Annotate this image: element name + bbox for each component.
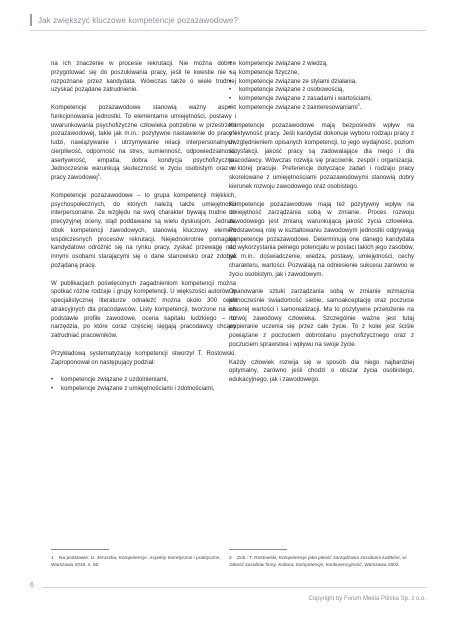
paragraph: Kompetencje pozazawodowe – to grupa kompetencji miękkich, psychospołecznych, do których należą także umiejętności interpersonalne. Ze względu na swój charakter bywają trudne do precyzyjnej oceny, stąd poddawane są wielu dyskusjom. Jednak, obok kompetencji zawodowych, stanowią kluczowy element współczesnych procesów rekrutacji. Niejednokrotnie pomagają kandydatowi odróżnić się na rynku pracy, zyskać przewagę nad innymi osobami starającymi się o dane stanowisko oraz zdobyć pożądaną pracę. [51,191,236,269]
footnote-book-title: Jakość zasobów firmy. Kultura, kompetencje, konkurencyjność [229,563,362,568]
list-item-tail: . [359,103,362,111]
left-text-column [51,60,236,403]
paragraph: W publikacjach poświęconych zagadnieniom kompetencji można spotkać różne rodzaje i grupy kompetencji. U większości autorów w specjalistycznej literaturze odnaleźć można około 300 cech atrakcyjnych dla pracodawców. Listy kompetencji, tworzone na ich podstawie profile zawodowe, ocena kapitału ludzkiego – to narzędzia, po które coraz częściej sięgają pracodawcy chcący zatrudniać pracowników. [51,279,236,339]
footnote-ref: 2 [357,101,360,107]
paragraph: Kompetencje pozazawodowe mają bezpośredni wpływ na efektywność pracy. Jeśli kandydat dokonuje wyboru rodzaju pracy z uwzględnieniem opisanych kompetencji, to jego wydajność, poziom satysfakcji, jakość pracy są zadowalające dla niego i dla pracodawcy. Wówczas rozwija się pracownik, zespół i organizacja, w której pracuje. Preferencje dotyczące zadań i rodzaju pracy skorelowane z umiejętnościami pozazawodowymi stanowią dobry kierunek rozwoju zawodowego oraz osobistego. [229,121,414,190]
footnote-text: Na podstawie: U. Jeruszka, [59,556,119,561]
paragraph: Opanowanie sztuki zarządzania sobą w zmianie wzmacnia jednocześnie świadomość siebie, samoakceptację oraz poczucie własnej wartości i samorealizacji. Ma to pozytywne przełożenie na rozwój zawodowy człowieka. Szczególnie ważne jest tutaj wspieranie uczenia się przez całe życie. To z kolei jest ściśle powiązane z poczuciem dobrostanu psychofizycznego oraz z poczuciem sprawstwa i wpływu na swoje życie. [229,288,414,348]
list-item: • kompetencje związane ze stylami działania, [229,78,414,87]
footnote-1 [51,555,234,569]
list-item: • kompetencje fizyczne, [229,69,414,78]
footnote-text: , w: [399,556,408,561]
footnote-divider [51,549,109,550]
footnote-ref: 1 [97,171,100,177]
list-item: • kompetencje związane z wiedzą, [229,60,414,69]
copyright-notice: Copyright by Forum Media Polska Sp. z o.o. [308,596,426,602]
paragraph: Kompetencje pozazawodowe mają też pozytywny wpływ na umiejętność zarządzania sobą w zmianie. Proces rozwoju zawodowego jest zmianą warunkującą jakość życia człowieka. Podstawową rolę w kształtowaniu zawodowym jednostki odgrywają kompetencje pozazawodowe. Determinują one danego kandydata do wykorzystania pełnego potencjału w postaci takich jego zasobów, jak m.in.: doświadczenie, wiedza, postawy, umiejętności, cechy charakteru, wartości. Pozwalają na odniesienie sukcesu zarówno w życiu osobistym, jak i zawodowym. [229,200,414,278]
paragraph: Każdy człowiek rozwija się w sposób dla niego najbardziej optymalny, zarówno jeśli chodzi o obszar życia osobistego, edukacyjnego, jak i zawodowego. [229,358,414,383]
footnote-text: Zob.: T. Rostowski, [237,556,279,561]
list-item-text: kompetencje związane z zainteresowaniami [239,103,358,111]
list-item: • kompetencje związane z uzdolnieniami, [51,376,236,385]
page-header [30,14,426,26]
page-number: 6 [30,582,34,589]
list-item: • kompetencje związane z osobowością, [229,86,414,95]
header-divider [30,30,426,31]
paragraph: na ich znaczenie w procesie rekrutacji. Nie można dobrze przygotować się do poszukiwania pracy, jeśli te kwestie nie są rozpoznane przez kandydata. Wówczas także o wiele trudniej uzyskać pożądane zatrudnienie. [51,60,236,94]
footer-divider [42,587,426,588]
running-header-title: Jak zwiększyć kluczowe kompetencje pozazawodowe? [38,15,239,25]
competence-list-part-2 [229,60,414,113]
footnote-number: 2 [229,556,232,561]
paragraph-tail: . [99,174,102,181]
footnote-text: , Warszawa 2016, s. 50. [51,556,221,568]
paragraph: Przykładową systematyzację kompetencji stworzył T. Rostowski. Zaproponował on następujący podział: [51,349,236,366]
footnote-text: , Warszawa 2002. [361,563,400,568]
footnote-2 [229,555,412,569]
list-item-with-footnote [229,101,414,113]
right-text-column [229,60,414,394]
competence-list-part-1 [51,376,236,394]
footnote-article-title: Kompetencje jako jakość zarządzania zasobami ludzkimi [278,556,400,561]
header-accent-bar [30,14,32,26]
footnote-divider [229,549,287,550]
paragraph-with-footnote [51,104,236,183]
list-item: • kompetencje związane z umiejętnościami i zdolnościami, [51,385,236,394]
list-item: • kompetencje związane z zasadami i wartościami, [229,95,414,104]
footnote-number: 1 [51,556,54,561]
paragraph-text: Kompetencje pozazawodowe stanowią ważny aspekt funkcjonowania jednostki. To elementarne umiejętności, postawy i uwarunkowania psychofizyczne człowieka potrzebne w przestrzeni pozazawodowej, takie jak m.in.: pozytywne nastawienie do pracy i ludzi, nawiązywanie i utrzymywanie relacji interpersonalnych, cierpliwość, odporność na stres, sumienność, odpowiedzialność, asertywność, empatia, dobra kondycja psychofizyczna. Jednocześnie warunkują skuteczność w życiu osobistym oraz w pracy zawodowej [51,104,236,181]
footnote-book-title: Kompetencje. Aspekty teoretyczne i praktyczne [118,556,220,561]
